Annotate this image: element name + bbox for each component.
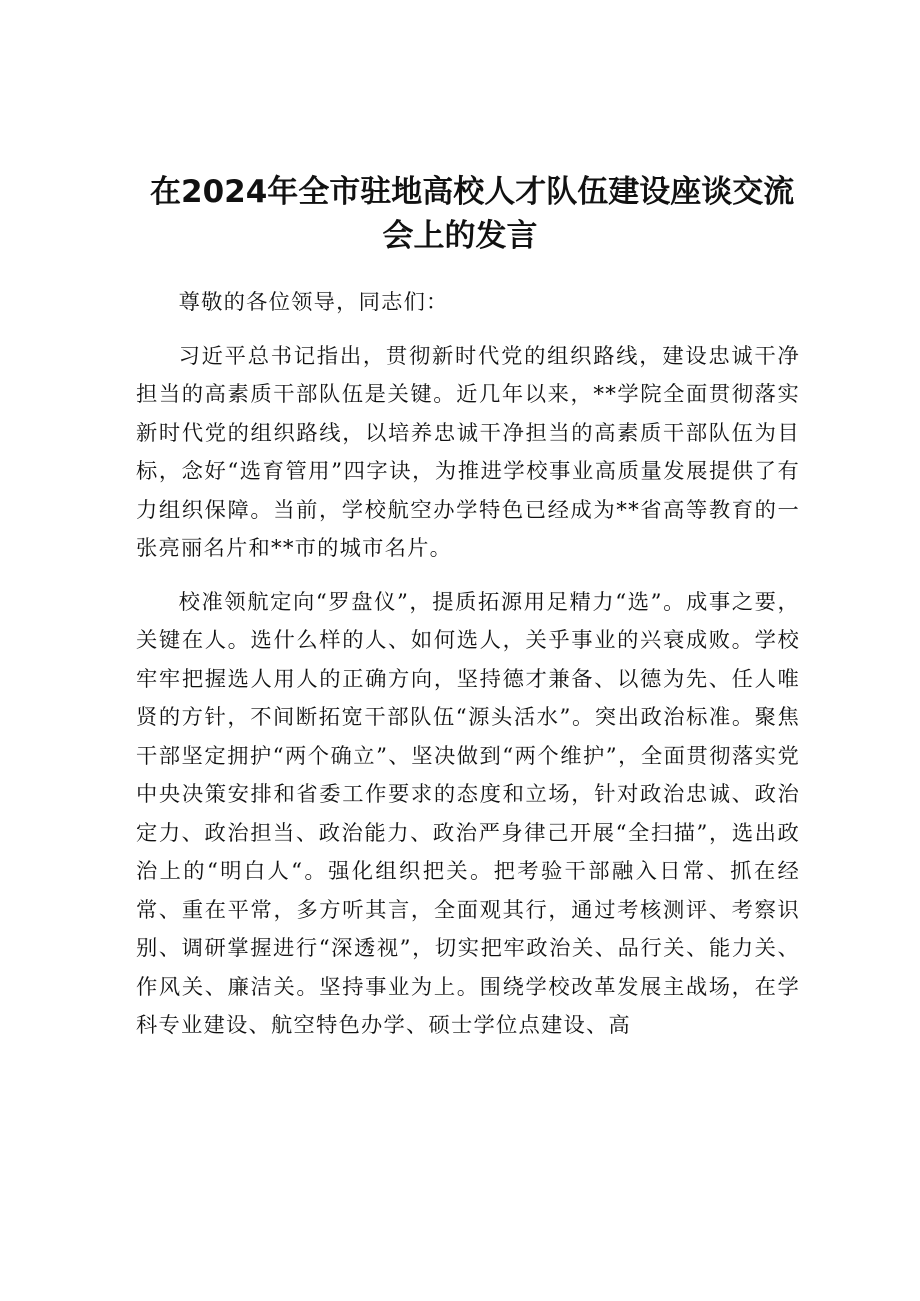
paragraph-1: 习近平总书记指出，贯彻新时代党的组织路线，建设忠诚干净担当的高素质干部队伍是关键。近几年以来，**学院全面贯彻落实新时代党的组织路线，以培养忠诚干净担当的高素质干部队伍为目标，念好“选育管用”四字诀，为推进学校事业高质量发展提供了有力组织保障。当前，学校航空办学特色已经成为**省高等教育的一张亮丽名片和**市的城市名片。 — [136, 343, 800, 561]
paragraph-2: 校准领航定向“罗盘仪”，提质拓源用足精力“选”。成事之要，关键在人。选什么样的人、如何选人，关乎事业的兴衰成败。学校牢牢把握选人用人的正确方向，坚持德才兼备、以德为先、任人唯贤的方针，不间断拓宽干部队伍“源头活水”。突出政治标准。聚焦干部坚定拥护“两个确立”、坚决做到“两个维护”，全面贯彻落实党中央决策安排和省委工作要求的态度和立场，针对政治忠诚、政治定力、政治担当、政治能力、政治严身律己开展“全扫描”，选出政治上的“明白人“。强化组织把关。把考验干部融入日常、抓在经常、重在平常，多方听其言，全面观其行，通过考核测评、考察识别、调研掌握进行“深透视”，切实把牢政治关、品行关、能力关、作风关、廉洁关。坚持事业为上。围绕学校改革发展主战场，在学科专业建设、航空特色办学、硕士学位点建设、高 — [136, 589, 800, 1038]
document-title — [150, 170, 795, 258]
title-line-2: 会上的发言 — [382, 218, 538, 254]
document-body — [136, 284, 800, 1046]
title-line-1: 在2024年全市驻地高校人才队伍建设座谈交流 — [150, 174, 795, 210]
greeting: 尊敬的各位领导，同志们： — [178, 290, 449, 315]
